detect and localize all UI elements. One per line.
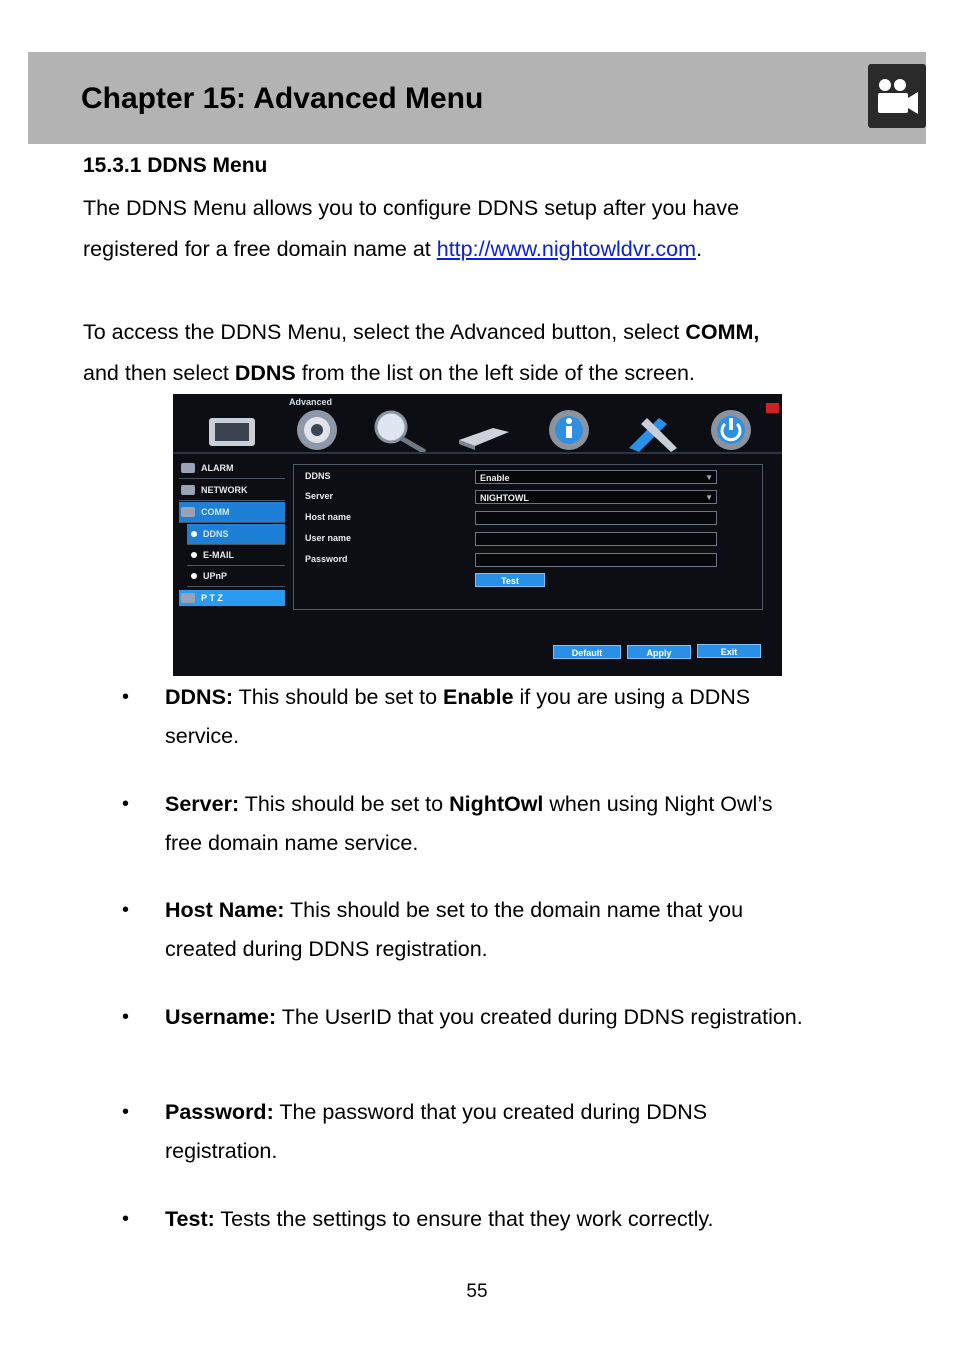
bullet-term: DDNS: xyxy=(165,685,234,709)
bullet-text: This should be set to xyxy=(239,792,450,816)
alarm-icon xyxy=(181,463,195,473)
sidebar-label: ALARM xyxy=(201,463,234,473)
bullet-term: Server: xyxy=(165,792,240,816)
sidebar-item-comm[interactable] xyxy=(179,502,285,523)
dvr-ddns-screenshot xyxy=(173,394,782,676)
ptz-icon xyxy=(181,593,195,603)
sidebar-item-email[interactable] xyxy=(187,545,285,566)
bullet-ddns xyxy=(165,678,885,756)
user-name-label: User name xyxy=(305,533,352,543)
bullet-text: Tests the settings to ensure that they work correctly. xyxy=(214,1207,714,1231)
bullet-bold: Enable xyxy=(443,685,514,709)
password-label: Password xyxy=(305,554,348,564)
password-input[interactable] xyxy=(475,553,717,567)
access-comm-bold: COMM, xyxy=(685,320,760,344)
bullet-password xyxy=(165,1093,885,1171)
bullet-host-name xyxy=(165,891,885,969)
bullet-icon xyxy=(191,573,197,579)
tools-icon[interactable] xyxy=(629,418,677,452)
bullet-test xyxy=(165,1200,885,1239)
bullet-term: Password: xyxy=(165,1100,274,1124)
bullet-text: The UserID that you created during DDNS registration. xyxy=(276,1005,803,1029)
power-icon[interactable] xyxy=(711,410,751,450)
sidebar-item-network[interactable] xyxy=(179,480,285,501)
intro-line1: The DDNS Menu allows you to configure DDNS setup after you have xyxy=(83,196,740,220)
default-button[interactable]: Default xyxy=(553,645,621,659)
bullet-text: free domain name service. xyxy=(165,831,419,855)
gear-icon[interactable] xyxy=(297,410,337,450)
bullet-text: if you are using a DDNS xyxy=(513,685,751,709)
video-camera-icon xyxy=(868,64,926,128)
chevron-down-icon: ▼ xyxy=(705,473,713,482)
dvr-window-title: Advanced xyxy=(289,397,333,407)
chapter-title: Chapter 15: Advanced Menu xyxy=(81,82,484,115)
bullet-term: Username: xyxy=(165,1005,277,1029)
access-paragraph xyxy=(83,312,759,394)
bullet-text: registration. xyxy=(165,1139,278,1163)
bullet-bold: NightOwl xyxy=(449,792,544,816)
access-line2-text: and then select xyxy=(83,361,235,385)
bullet-marker: • xyxy=(122,1101,130,1123)
intro-line2-text: registered for a free domain name at xyxy=(83,237,437,261)
intro-paragraph xyxy=(83,188,739,270)
sidebar-item-ddns[interactable] xyxy=(187,524,285,545)
host-name-input[interactable] xyxy=(475,511,717,525)
chevron-down-icon: ▼ xyxy=(705,493,713,502)
sidebar-label: DDNS xyxy=(203,529,229,539)
monitor-icon[interactable] xyxy=(209,418,255,446)
sidebar-label: E-MAIL xyxy=(203,550,234,560)
sidebar-label: COMM xyxy=(201,507,230,517)
ddns-value: Enable xyxy=(480,473,510,483)
sidebar-item-upnp[interactable] xyxy=(187,566,285,587)
test-button[interactable]: Test xyxy=(475,573,545,587)
bullet-text: when using Night Owl’s xyxy=(543,792,773,816)
sidebar-label: P T Z xyxy=(201,593,223,603)
hard-drive-icon[interactable] xyxy=(459,428,509,450)
intro-line2-end: . xyxy=(696,237,703,261)
access-ddns-bold: DDNS xyxy=(234,361,296,385)
bullet-marker: • xyxy=(122,899,130,921)
bullet-marker: • xyxy=(122,1208,130,1230)
bullet-text: The password that you created during DDNS xyxy=(273,1100,708,1124)
sidebar-label: NETWORK xyxy=(201,485,248,495)
network-icon xyxy=(181,485,195,495)
server-label: Server xyxy=(305,491,334,501)
bullet-text: This should be set to xyxy=(233,685,444,709)
bullet-icon xyxy=(191,552,197,558)
bullet-text: service. xyxy=(165,724,240,748)
bullet-term: Test: xyxy=(165,1207,215,1231)
page-number: 55 xyxy=(466,1281,488,1302)
exit-button[interactable]: Exit xyxy=(697,644,761,658)
host-name-label: Host name xyxy=(305,512,352,522)
info-icon[interactable] xyxy=(549,410,589,450)
sidebar-item-ptz[interactable] xyxy=(179,590,285,606)
bullet-username xyxy=(165,998,885,1037)
access-line2-end: from the list on the left side of the screen. xyxy=(295,361,695,385)
bullet-term: Host Name: xyxy=(165,898,285,922)
apply-button[interactable]: Apply xyxy=(627,645,691,659)
toolbar-divider xyxy=(173,452,782,454)
bullet-server xyxy=(165,785,885,863)
dvr-toolbar xyxy=(173,408,782,456)
ddns-select[interactable] xyxy=(475,470,717,484)
bullet-icon xyxy=(191,531,197,537)
bullet-marker: • xyxy=(122,793,130,815)
bullet-text: created during DDNS registration. xyxy=(165,937,488,961)
magnifier-icon[interactable] xyxy=(376,412,425,452)
user-name-input[interactable] xyxy=(475,532,717,546)
section-heading: 15.3.1 DDNS Menu xyxy=(83,154,268,177)
bullet-marker: • xyxy=(122,1006,130,1028)
bullet-text: This should be set to the domain name that you xyxy=(284,898,744,922)
ddns-label: DDNS xyxy=(305,471,331,481)
sidebar-label: UPnP xyxy=(203,571,228,581)
nightowl-website-link[interactable]: http://www.nightowldvr.com xyxy=(436,237,697,261)
bullet-marker: • xyxy=(122,686,130,708)
access-line1-text: To access the DDNS Menu, select the Advanced button, select xyxy=(83,320,686,344)
server-value: NIGHTOWL xyxy=(480,493,529,503)
comm-icon xyxy=(181,507,195,517)
sidebar-item-alarm[interactable] xyxy=(179,458,285,479)
server-select[interactable] xyxy=(475,490,717,504)
